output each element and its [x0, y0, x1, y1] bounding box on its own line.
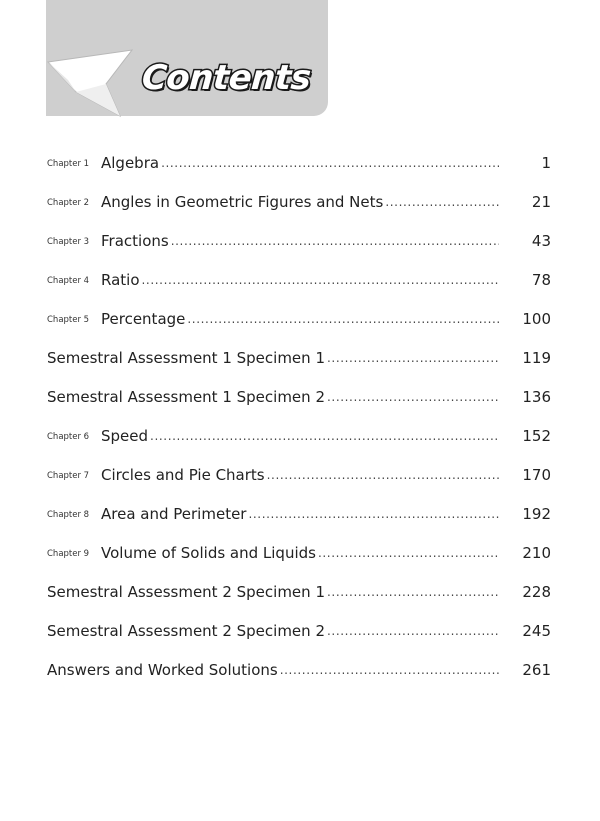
chapter-number: Chapter 8 — [47, 510, 90, 520]
toc-title: Algebra — [101, 153, 160, 172]
toc-title: Semestral Assessment 2 Specimen 1 — [47, 582, 325, 601]
toc-title: Volume of Solids and Liquids — [101, 543, 316, 562]
page-number: 136 — [522, 387, 551, 406]
toc-title: Circles and Pie Charts — [101, 465, 265, 484]
toc-row[interactable] — [47, 143, 551, 182]
page-title: Contents — [140, 58, 312, 98]
chapter-number: Chapter 4 — [47, 276, 90, 286]
toc-title: Area and Perimeter — [101, 504, 247, 523]
chapter-number: Chapter 9 — [47, 549, 90, 559]
toc-title: Ratio — [101, 270, 140, 289]
dot-leader — [248, 507, 499, 521]
paper-flag-icon — [46, 44, 138, 120]
toc-row[interactable] — [47, 533, 551, 572]
toc-row[interactable] — [47, 416, 551, 455]
dot-leader — [187, 312, 499, 326]
page-number: 1 — [541, 153, 551, 172]
toc-row[interactable] — [47, 494, 551, 533]
toc-title: Percentage — [101, 309, 186, 328]
toc-row[interactable] — [47, 572, 551, 611]
dot-leader — [142, 273, 499, 287]
page-number: 245 — [522, 621, 551, 640]
toc-title: Semestral Assessment 1 Specimen 1 — [47, 348, 325, 367]
chapter-number: Chapter 2 — [47, 198, 90, 208]
toc-title: Answers and Worked Solutions — [47, 660, 278, 679]
page-number: 78 — [531, 270, 551, 289]
table-of-contents — [47, 143, 551, 689]
page-number: 43 — [531, 231, 551, 250]
chapter-number: Chapter 3 — [47, 237, 90, 247]
toc-title: Angles in Geometric Figures and Nets — [101, 192, 384, 211]
toc-title: Speed — [101, 426, 149, 445]
dot-leader — [327, 585, 499, 599]
toc-row[interactable] — [47, 260, 551, 299]
dot-leader — [267, 468, 499, 482]
toc-title: Semestral Assessment 1 Specimen 2 — [47, 387, 325, 406]
dot-leader — [327, 390, 499, 404]
dot-leader — [171, 234, 499, 248]
page-number: 170 — [522, 465, 551, 484]
page-number: 21 — [531, 192, 551, 211]
toc-row[interactable] — [47, 182, 551, 221]
page-number: 228 — [522, 582, 551, 601]
dot-leader — [385, 195, 499, 209]
toc-row[interactable] — [47, 377, 551, 416]
toc-row[interactable] — [47, 221, 551, 260]
dot-leader — [327, 351, 499, 365]
toc-row[interactable] — [47, 299, 551, 338]
dot-leader — [280, 663, 499, 677]
dot-leader — [327, 624, 499, 638]
chapter-number: Chapter 1 — [47, 159, 90, 169]
chapter-number: Chapter 7 — [47, 471, 90, 481]
chapter-number: Chapter 6 — [47, 432, 90, 442]
dot-leader — [318, 546, 499, 560]
page-number: 100 — [522, 309, 551, 328]
page-number: 152 — [522, 426, 551, 445]
toc-row[interactable] — [47, 611, 551, 650]
toc-row[interactable] — [47, 338, 551, 377]
toc-row[interactable] — [47, 455, 551, 494]
dot-leader — [161, 156, 499, 170]
toc-title: Semestral Assessment 2 Specimen 2 — [47, 621, 325, 640]
page-number: 192 — [522, 504, 551, 523]
page-number: 210 — [522, 543, 551, 562]
toc-title: Fractions — [101, 231, 169, 250]
dot-leader — [150, 429, 499, 443]
page-number: 119 — [522, 348, 551, 367]
chapter-number: Chapter 5 — [47, 315, 90, 325]
page-number: 261 — [522, 660, 551, 679]
toc-row[interactable] — [47, 650, 551, 689]
